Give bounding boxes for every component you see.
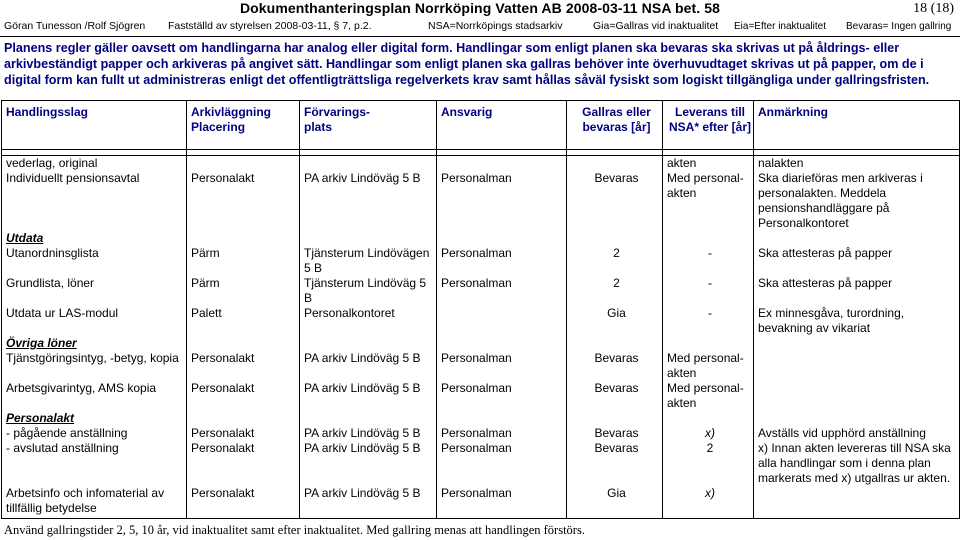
table-row xyxy=(2,381,960,411)
col-arkivlaggning xyxy=(187,101,300,150)
cell-forv: Tjänsterum Lindövägen 5 B xyxy=(300,246,437,276)
cell-anm: x) Innan akten levereras till NSA ska alla handlingar som i denna plan markerats med x) utgallras ur akten. xyxy=(754,441,960,486)
table-row xyxy=(2,486,960,519)
cell-handlingsslag: - avslutad anställning xyxy=(2,441,187,486)
table-row xyxy=(2,246,960,276)
legend-eia: Eia=Efter inaktualitet xyxy=(734,21,826,32)
col-arkivlaggning-line1: Arkivläggning xyxy=(191,105,272,119)
col-leverans-line1: Leverans till xyxy=(674,105,746,119)
cell-gallras: 2 xyxy=(567,276,663,306)
cell-handlingsslag: Grundlista, löner xyxy=(2,276,187,306)
legend-nsa: NSA=Norrköpings stadsarkiv xyxy=(428,20,563,32)
cell-forv: PA arkiv Lindöväg 5 B xyxy=(300,351,437,381)
section-row xyxy=(2,411,960,426)
col-forvaringsplats-line1: Förvarings- xyxy=(304,105,371,119)
table-row xyxy=(2,276,960,306)
cell-leverans: - xyxy=(663,246,754,276)
cell-anm: Ska attesteras på papper xyxy=(754,246,960,276)
cell-leverans: Med personal-akten xyxy=(663,171,754,231)
cell-ansvarig xyxy=(437,306,567,336)
cell-handlingsslag: Utdata ur LAS-modul xyxy=(2,306,187,336)
cell-anm: Ex minnesgåva, turordning, bevakning av vikariat xyxy=(754,306,960,336)
cell-leverans: Med personal-akten xyxy=(663,351,754,381)
cell-leverans: - xyxy=(663,276,754,306)
cell-ansvarig: Personalman xyxy=(437,276,567,306)
cell-anm xyxy=(754,381,960,411)
cell-ansvarig: Personalman xyxy=(437,486,567,519)
cell-handlingsslag: Arbetsinfo och infomaterial av tillfällig betydelse xyxy=(2,486,187,519)
col-ansvarig: Ansvarig xyxy=(437,101,567,150)
cell-ansvarig xyxy=(437,156,567,172)
cell-gallras: Bevaras xyxy=(567,426,663,441)
cell-gallras: 2 xyxy=(567,246,663,276)
cell-gallras: Gia xyxy=(567,306,663,336)
cell-arkiv: Personalakt xyxy=(187,426,300,441)
cell-ansvarig: Personalman xyxy=(437,426,567,441)
document-title: Dokumenthanteringsplan Norrköping Vatten AB 2008-03-11 NSA bet. 58 xyxy=(239,0,721,16)
col-leverans xyxy=(663,101,754,150)
page-number: 18 (18) xyxy=(913,1,954,16)
col-anmarkning: Anmärkning xyxy=(754,101,960,150)
cell-forv: Tjänsterum Lindöväg 5 B xyxy=(300,276,437,306)
cell-ansvarig: Personalman xyxy=(437,351,567,381)
section-ovriga-loner: Övriga löner xyxy=(2,336,187,351)
cell-forv: Personalkontoret xyxy=(300,306,437,336)
cell-leverans: x) xyxy=(663,486,754,519)
table-row xyxy=(2,171,960,231)
cell-anm xyxy=(754,486,960,519)
cell-leverans: 2 xyxy=(663,441,754,486)
legend-gia: Gia=Gallras vid inaktualitet xyxy=(593,20,719,32)
cell-handlingsslag: Arbetsgivarintyg, AMS kopia xyxy=(2,381,187,411)
col-forvaringsplats-line2: plats xyxy=(304,120,333,134)
cell-gallras: Bevaras xyxy=(567,441,663,486)
header-rule xyxy=(0,36,960,37)
table-row xyxy=(2,306,960,336)
table-row xyxy=(2,351,960,381)
cell-forv: PA arkiv Lindöväg 5 B xyxy=(300,381,437,411)
cell-forv: PA arkiv Lindöväg 5 B xyxy=(300,426,437,441)
cell-gallras: Bevaras xyxy=(567,351,663,381)
cell-arkiv: Palett xyxy=(187,306,300,336)
col-arkivlaggning-line2: Placering xyxy=(191,120,246,134)
cell-arkiv: Personalakt xyxy=(187,441,300,486)
cell-anm: Avställs vid upphörd anställning xyxy=(754,426,960,441)
cell-leverans: akten xyxy=(663,156,754,172)
col-gallras-line2: bevaras [år] xyxy=(582,120,651,134)
cell-ansvarig: Personalman xyxy=(437,246,567,276)
cell-arkiv: Personalakt xyxy=(187,171,300,231)
section-utdata: Utdata xyxy=(2,231,187,246)
cell-anm: Ska diarieföras men arkiveras i personalakten. Meddela pensionshandläggare på Personalkontoret xyxy=(754,171,960,231)
cell-anm: nalakten xyxy=(754,156,960,172)
cell-arkiv: Pärm xyxy=(187,246,300,276)
cell-handlingsslag: Utanordninsglista xyxy=(2,246,187,276)
cell-arkiv xyxy=(187,156,300,172)
section-row xyxy=(2,231,960,246)
retention-table xyxy=(1,100,960,519)
footer-note: Använd gallringstider 2, 5, 10 år, vid inaktualitet samt efter inaktualitet. Med gallring menas att handlingen förstörs. xyxy=(4,523,585,537)
table-row xyxy=(2,426,960,441)
cell-leverans: Med personal-akten xyxy=(663,381,754,411)
section-personalakt: Personalakt xyxy=(2,411,187,426)
established-note: Fastställd av styrelsen 2008-03-11, § 7, p.2. xyxy=(168,20,372,32)
cell-gallras xyxy=(567,156,663,172)
cell-forv: PA arkiv Lindöväg 5 B xyxy=(300,486,437,519)
cell-handlingsslag: vederlag, original xyxy=(2,156,187,172)
cell-ansvarig: Personalman xyxy=(437,171,567,231)
cell-leverans: - xyxy=(663,306,754,336)
cell-ansvarig: Personalman xyxy=(437,381,567,411)
authors: Göran Tunesson /Rolf Sjögren xyxy=(4,20,146,32)
cell-gallras: Gia xyxy=(567,486,663,519)
cell-forv: PA arkiv Lindöväg 5 B xyxy=(300,441,437,486)
cell-forv xyxy=(300,156,437,172)
cell-gallras: Bevaras xyxy=(567,171,663,231)
cell-arkiv: Pärm xyxy=(187,276,300,306)
col-forvaringsplats xyxy=(300,101,437,150)
cell-arkiv: Personalakt xyxy=(187,486,300,519)
cell-arkiv: Personalakt xyxy=(187,351,300,381)
cell-ansvarig: Personalman xyxy=(437,441,567,486)
col-gallras xyxy=(567,101,663,150)
cell-anm: Ska attesteras på papper xyxy=(754,276,960,306)
col-handlingsslag: Handlingsslag xyxy=(2,101,187,150)
cell-leverans: x) xyxy=(663,426,754,441)
cell-anm xyxy=(754,351,960,381)
intro-text: Planens regler gäller oavsett om handlingarna har analog eller digital form. Handlingar som enligt planen ska bevaras ska skrivas ut på åldrings- eller arkivbeständigt papper och arkiveras på angivet sätt. Handlingar som enligt planen ska gallras behöver inte överhuvudtaget skrivas ut på papper, om de i digital form kan fullt ut administreras enligt det offentligträttsliga regelverkets krav samt hållas såväl fysiskt som logiskt tillgängliga under gallringsfristen. xyxy=(4,41,930,87)
cell-gallras: Bevaras xyxy=(567,381,663,411)
cell-handlingsslag: Tjänstgöringsintyg, -betyg, kopia xyxy=(2,351,187,381)
cell-arkiv: Personalakt xyxy=(187,381,300,411)
col-leverans-line2: NSA* efter [år] xyxy=(668,120,752,134)
table-header-row xyxy=(2,101,960,150)
cell-handlingsslag: - pågående anställning xyxy=(2,426,187,441)
col-gallras-line1: Gallras eller xyxy=(582,105,651,119)
section-row xyxy=(2,336,960,351)
legend-bevaras: Bevaras= Ingen gallring xyxy=(846,21,952,32)
table-row xyxy=(2,156,960,172)
cell-forv: PA arkiv Lindöväg 5 B xyxy=(300,171,437,231)
cell-handlingsslag: Individuellt pensionsavtal xyxy=(2,171,187,231)
table-row xyxy=(2,441,960,486)
